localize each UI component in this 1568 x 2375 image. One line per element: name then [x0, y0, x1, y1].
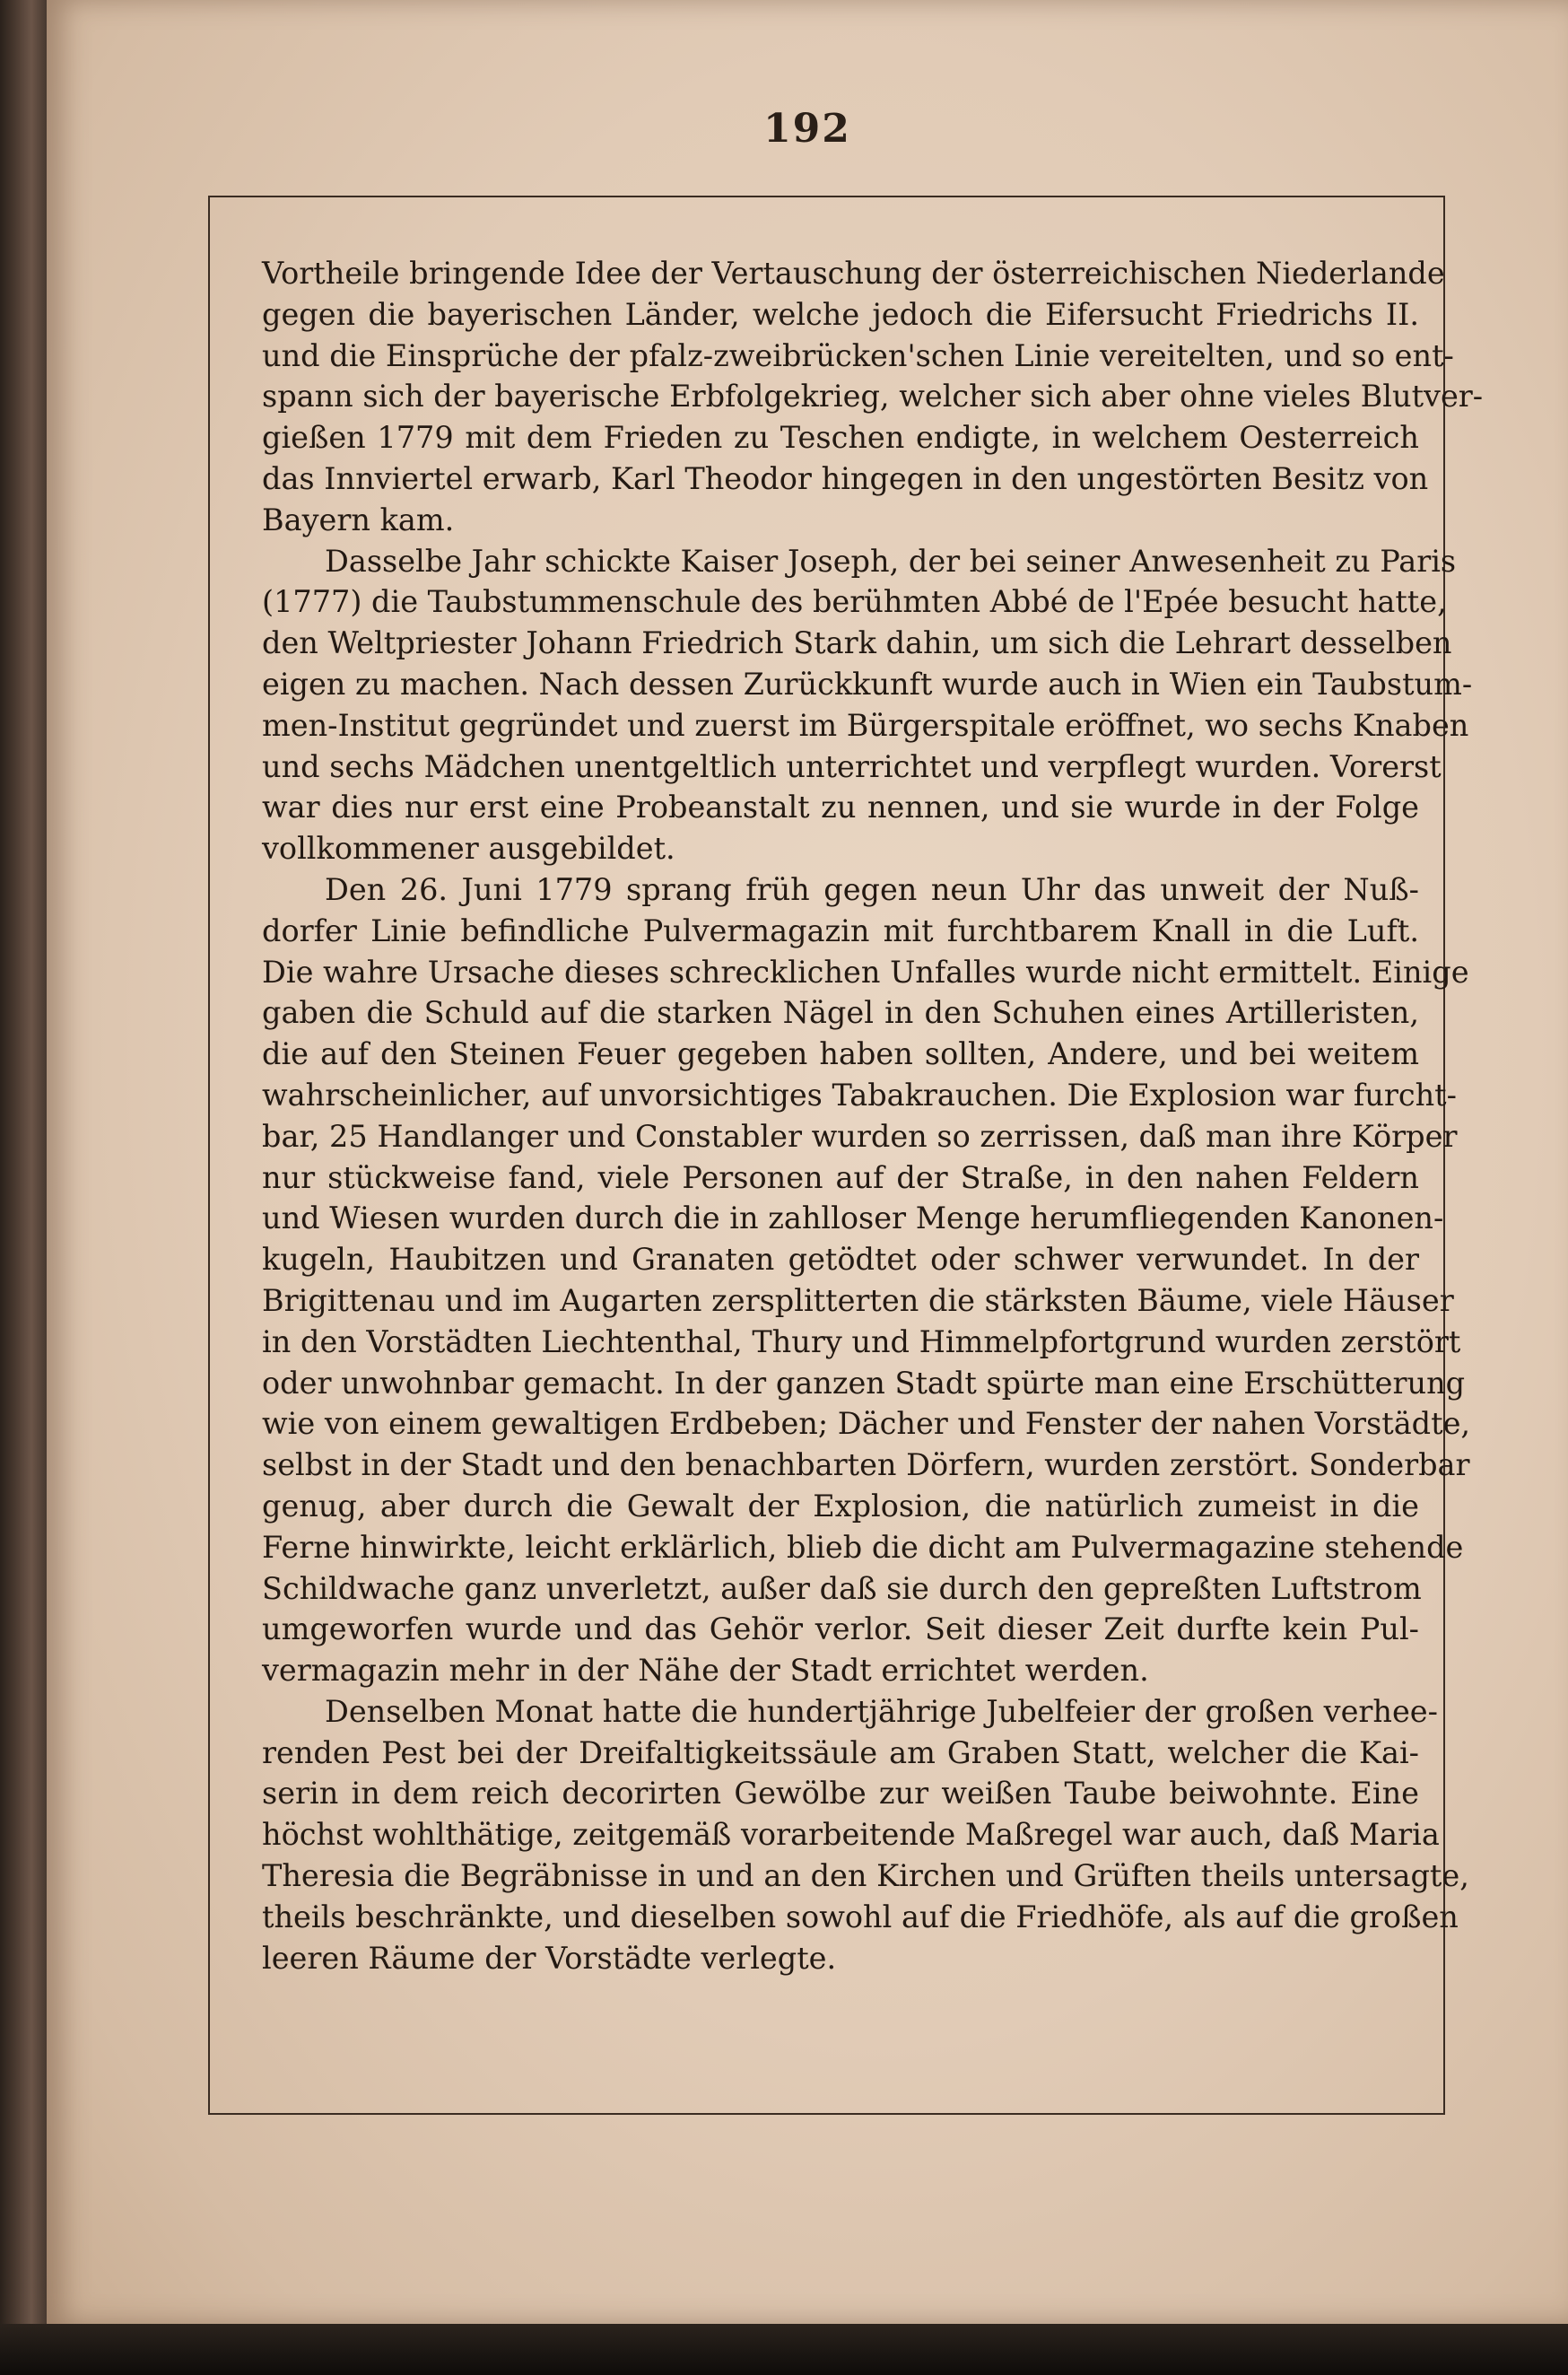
text-line: vollkommener ausgebildet.: [262, 831, 675, 867]
text-line: theils beschränkte, und dieselben sowohl auf die Friedhöfe, als auf die großen: [262, 1899, 1459, 1934]
text-line: wie von einem gewaltigen Erdbeben; Dächer und Fenster der nahen Vorstädte,: [262, 1406, 1471, 1442]
text-line: bar, 25 Handlanger und Constabler wurden so zerrissen, daß man ihre Körper: [262, 1118, 1458, 1154]
text-line: den Weltpriester Johann Friedrich Stark dahin, um sich die Lehrart desselben: [262, 625, 1452, 661]
paragraph: [262, 253, 1484, 541]
text-line: eigen zu machen. Nach dessen Zurückkunft wurde auch in Wien ein Taubstum-: [262, 666, 1473, 702]
text-line: nur stückweise fand, viele Personen auf der Straße, in den nahen Feldern: [262, 1159, 1419, 1195]
text-line: kugeln, Haubitzen und Granaten getödtet oder schwer verwundet. In der: [262, 1242, 1419, 1278]
text-line: und sechs Mädchen unentgeltlich unterrichtet und verpflegt wurden. Vorerst: [262, 748, 1442, 784]
text-line: war dies nur erst eine Probeanstalt zu nennen, und sie wurde in der Folge: [262, 790, 1419, 825]
text-line: oder unwohnbar gemacht. In der ganzen Stadt spürte man eine Erschütterung: [262, 1365, 1466, 1401]
text-line: vermagazin mehr in der Nähe der Stadt errichtet werden.: [262, 1653, 1149, 1689]
text-line: Ferne hinwirkte, leicht erklärlich, blieb die dicht am Pulvermagazine stehende: [262, 1529, 1464, 1565]
page-bottom-edge: [0, 2324, 1568, 2375]
text-line: Theresia die Begräbnisse in und an den Kirchen und Grüften theils untersagte,: [262, 1858, 1469, 1894]
text-line: Vortheile bringende Idee der Vertauschung der österreichischen Niederlande: [262, 256, 1445, 291]
paragraph: [262, 869, 1471, 1691]
text-line: leeren Räume der Vorstädte verlegte.: [262, 1940, 837, 1976]
text-line: Den 26. Juni 1779 sprang früh gegen neun Uhr das unweit der Nuß-: [325, 871, 1419, 907]
paragraph: [262, 541, 1473, 869]
body-text: [262, 253, 1484, 1978]
text-line: und die Einsprüche der pfalz-zweibrücken'schen Linie vereitelten, und so ent-: [262, 337, 1454, 373]
text-line: Denselben Monat hatte die hundertjährige Jubelfeier der großen verhee-: [325, 1693, 1438, 1729]
text-line: gießen 1779 mit dem Frieden zu Teschen endigte, in welchem Oesterreich: [262, 420, 1419, 456]
text-line: die auf den Steinen Feuer gegeben haben sollten, Andere, und bei weitem: [262, 1036, 1419, 1072]
text-line: spann sich der bayerische Erbfolgekrieg, welcher sich aber ohne vieles Blutver-: [262, 379, 1484, 415]
text-line: Bayern kam.: [262, 502, 455, 537]
text-line: in den Vorstädten Liechtenthal, Thury und Himmelpfortgrund wurden zerstört: [262, 1323, 1461, 1359]
text-line: selbst in der Stadt und den benachbarten Dörfern, wurden zerstört. Sonderbar: [262, 1447, 1470, 1483]
text-line: und Wiesen wurden durch die in zahlloser Menge herumfliegenden Kanonen-: [262, 1201, 1444, 1236]
text-line: Brigittenau und im Augarten zersplitterten die stärksten Bäume, viele Häuser: [262, 1282, 1454, 1318]
text-line: men-Institut gegründet und zuerst im Bürgerspitale eröffnet, wo sechs Knaben: [262, 707, 1469, 743]
text-line: serin in dem reich decorirten Gewölbe zur weißen Taube beiwohnte. Eine: [262, 1776, 1419, 1812]
text-line: umgeworfen wurde und das Gehör verlor. Seit dieser Zeit durfte kein Pul-: [262, 1611, 1419, 1647]
text-line: (1777) die Taubstummenschule des berühmten Abbé de l'Epée besucht hatte,: [262, 584, 1447, 620]
text-line: gegen die bayerischen Länder, welche jedoch die Eifersucht Friedrichs II.: [262, 296, 1419, 332]
text-line: höchst wohlthätige, zeitgemäß vorarbeitende Maßregel war auch, daß Maria: [262, 1817, 1440, 1853]
text-line: wahrscheinlicher, auf unvorsichtiges Tabakrauchen. Die Explosion war furcht-: [262, 1077, 1457, 1113]
text-line: renden Pest bei der Dreifaltigkeitssäule am Graben Statt, welcher die Kai-: [262, 1734, 1419, 1770]
text-line: Schildwache ganz unverletzt, außer daß sie durch den gepreßten Luftstrom: [262, 1570, 1422, 1606]
text-line: Dasselbe Jahr schickte Kaiser Joseph, der bei seiner Anwesenheit zu Paris: [325, 543, 1457, 579]
paragraph: [262, 1691, 1469, 1979]
text-line: genug, aber durch die Gewalt der Explosion, die natürlich zumeist in die: [262, 1488, 1419, 1524]
book-spine: [0, 0, 52, 2375]
text-line: gaben die Schuld auf die starken Nägel in den Schuhen eines Artilleristen,: [262, 995, 1419, 1031]
page-number: 192: [763, 106, 851, 152]
text-line: dorfer Linie befindliche Pulvermagazin mit furchtbarem Knall in die Luft.: [262, 912, 1419, 948]
text-line: Die wahre Ursache dieses schrecklichen Unfalles wurde nicht ermittelt. Einige: [262, 954, 1469, 990]
text-line: das Innviertel erwarb, Karl Theodor hingegen in den ungestörten Besitz von: [262, 460, 1429, 496]
